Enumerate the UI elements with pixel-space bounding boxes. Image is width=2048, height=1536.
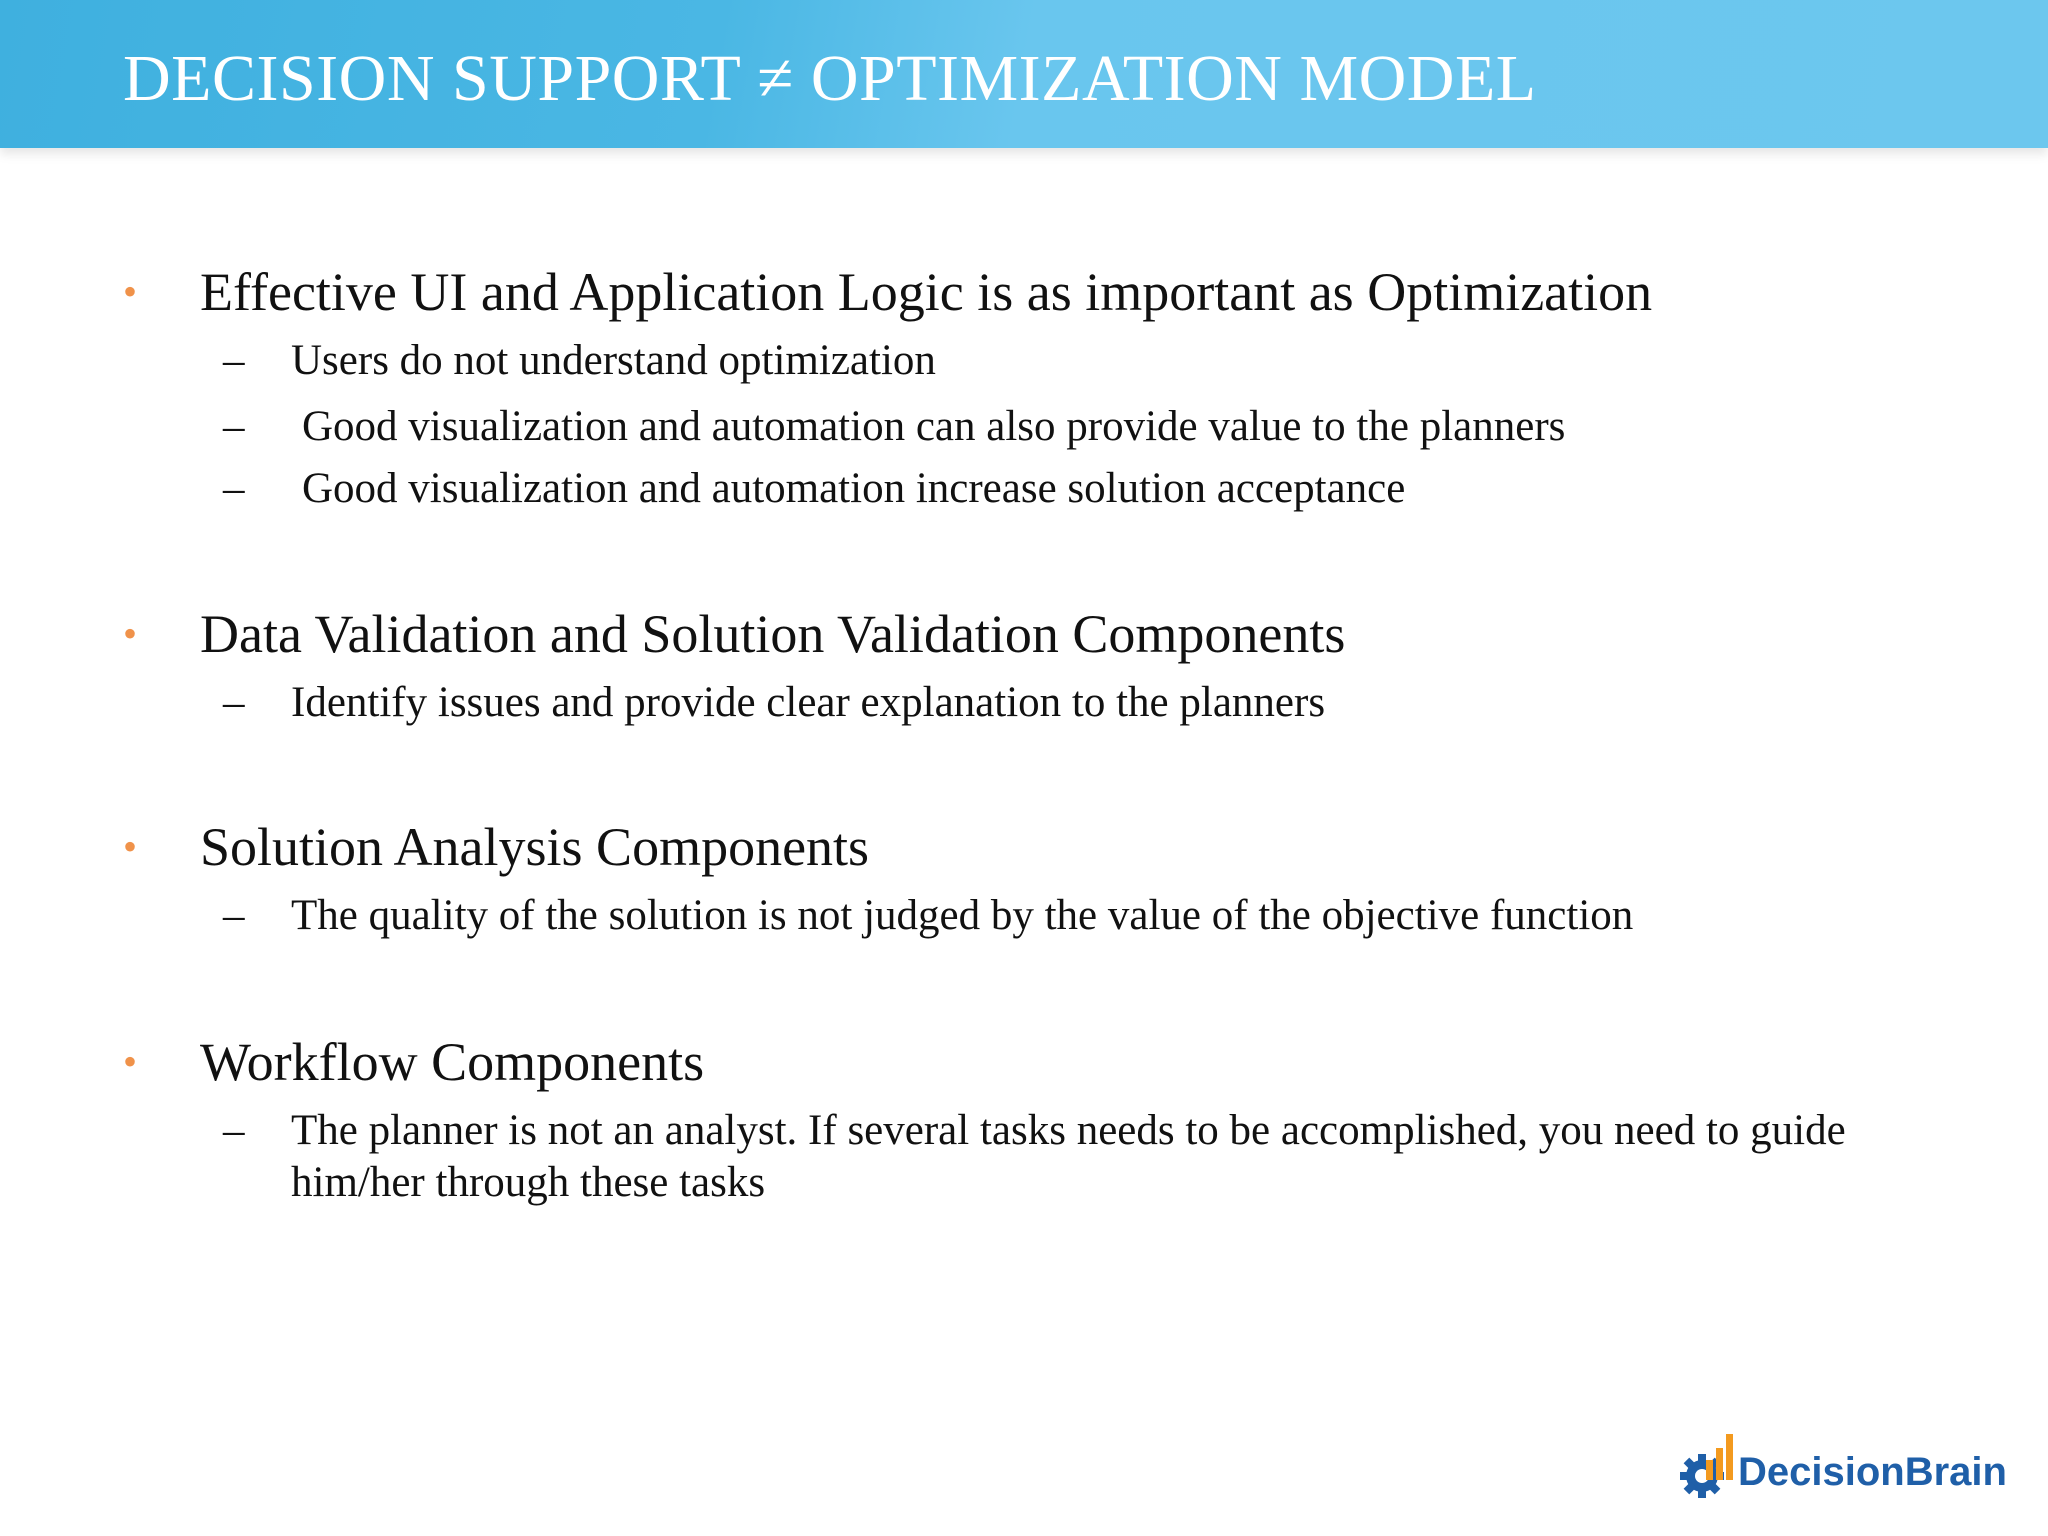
- dash-icon: –: [223, 892, 245, 939]
- bullet-dot-icon: •: [123, 824, 138, 869]
- decisionbrain-logo: [1676, 1426, 2007, 1506]
- dash-icon: –: [223, 337, 245, 384]
- bullet-dot-icon: •: [123, 611, 138, 656]
- sub-item-text: Identify issues and provide clear explanation to the planners: [291, 679, 1326, 726]
- sub-item-text: Good visualization and automation can also provide value to the planners: [302, 403, 1566, 450]
- dash-icon: –: [223, 465, 245, 512]
- dash-icon: –: [223, 403, 245, 450]
- bullet-text: Data Validation and Solution Validation Components: [200, 604, 1346, 664]
- bullet-text: Workflow Components: [200, 1032, 705, 1092]
- sub-item-text: Users do not understand optimization: [291, 337, 936, 384]
- dash-icon: –: [223, 679, 245, 726]
- slide-title: DECISION SUPPORT ≠ OPTIMIZATION MODEL: [123, 42, 1537, 115]
- gear-bar-chart-icon: [1676, 1426, 1740, 1506]
- logo-wordmark: DecisionBrain: [1738, 1450, 2007, 1494]
- bullet-dot-icon: •: [123, 1039, 138, 1084]
- sub-item-text: Good visualization and automation increase solution acceptance: [302, 465, 1406, 512]
- sub-item-text: The planner is not an analyst. If several tasks needs to be accomplished, you need to guide him/her through these tasks: [291, 1107, 1846, 1206]
- dash-icon: –: [223, 1107, 245, 1154]
- bullet-text: Solution Analysis Components: [200, 817, 870, 877]
- bullet-dot-icon: •: [123, 269, 138, 314]
- sub-item-text: The quality of the solution is not judged by the value of the objective function: [291, 892, 1634, 939]
- bullet-text: Effective UI and Application Logic is as important as Optimization: [200, 262, 1653, 322]
